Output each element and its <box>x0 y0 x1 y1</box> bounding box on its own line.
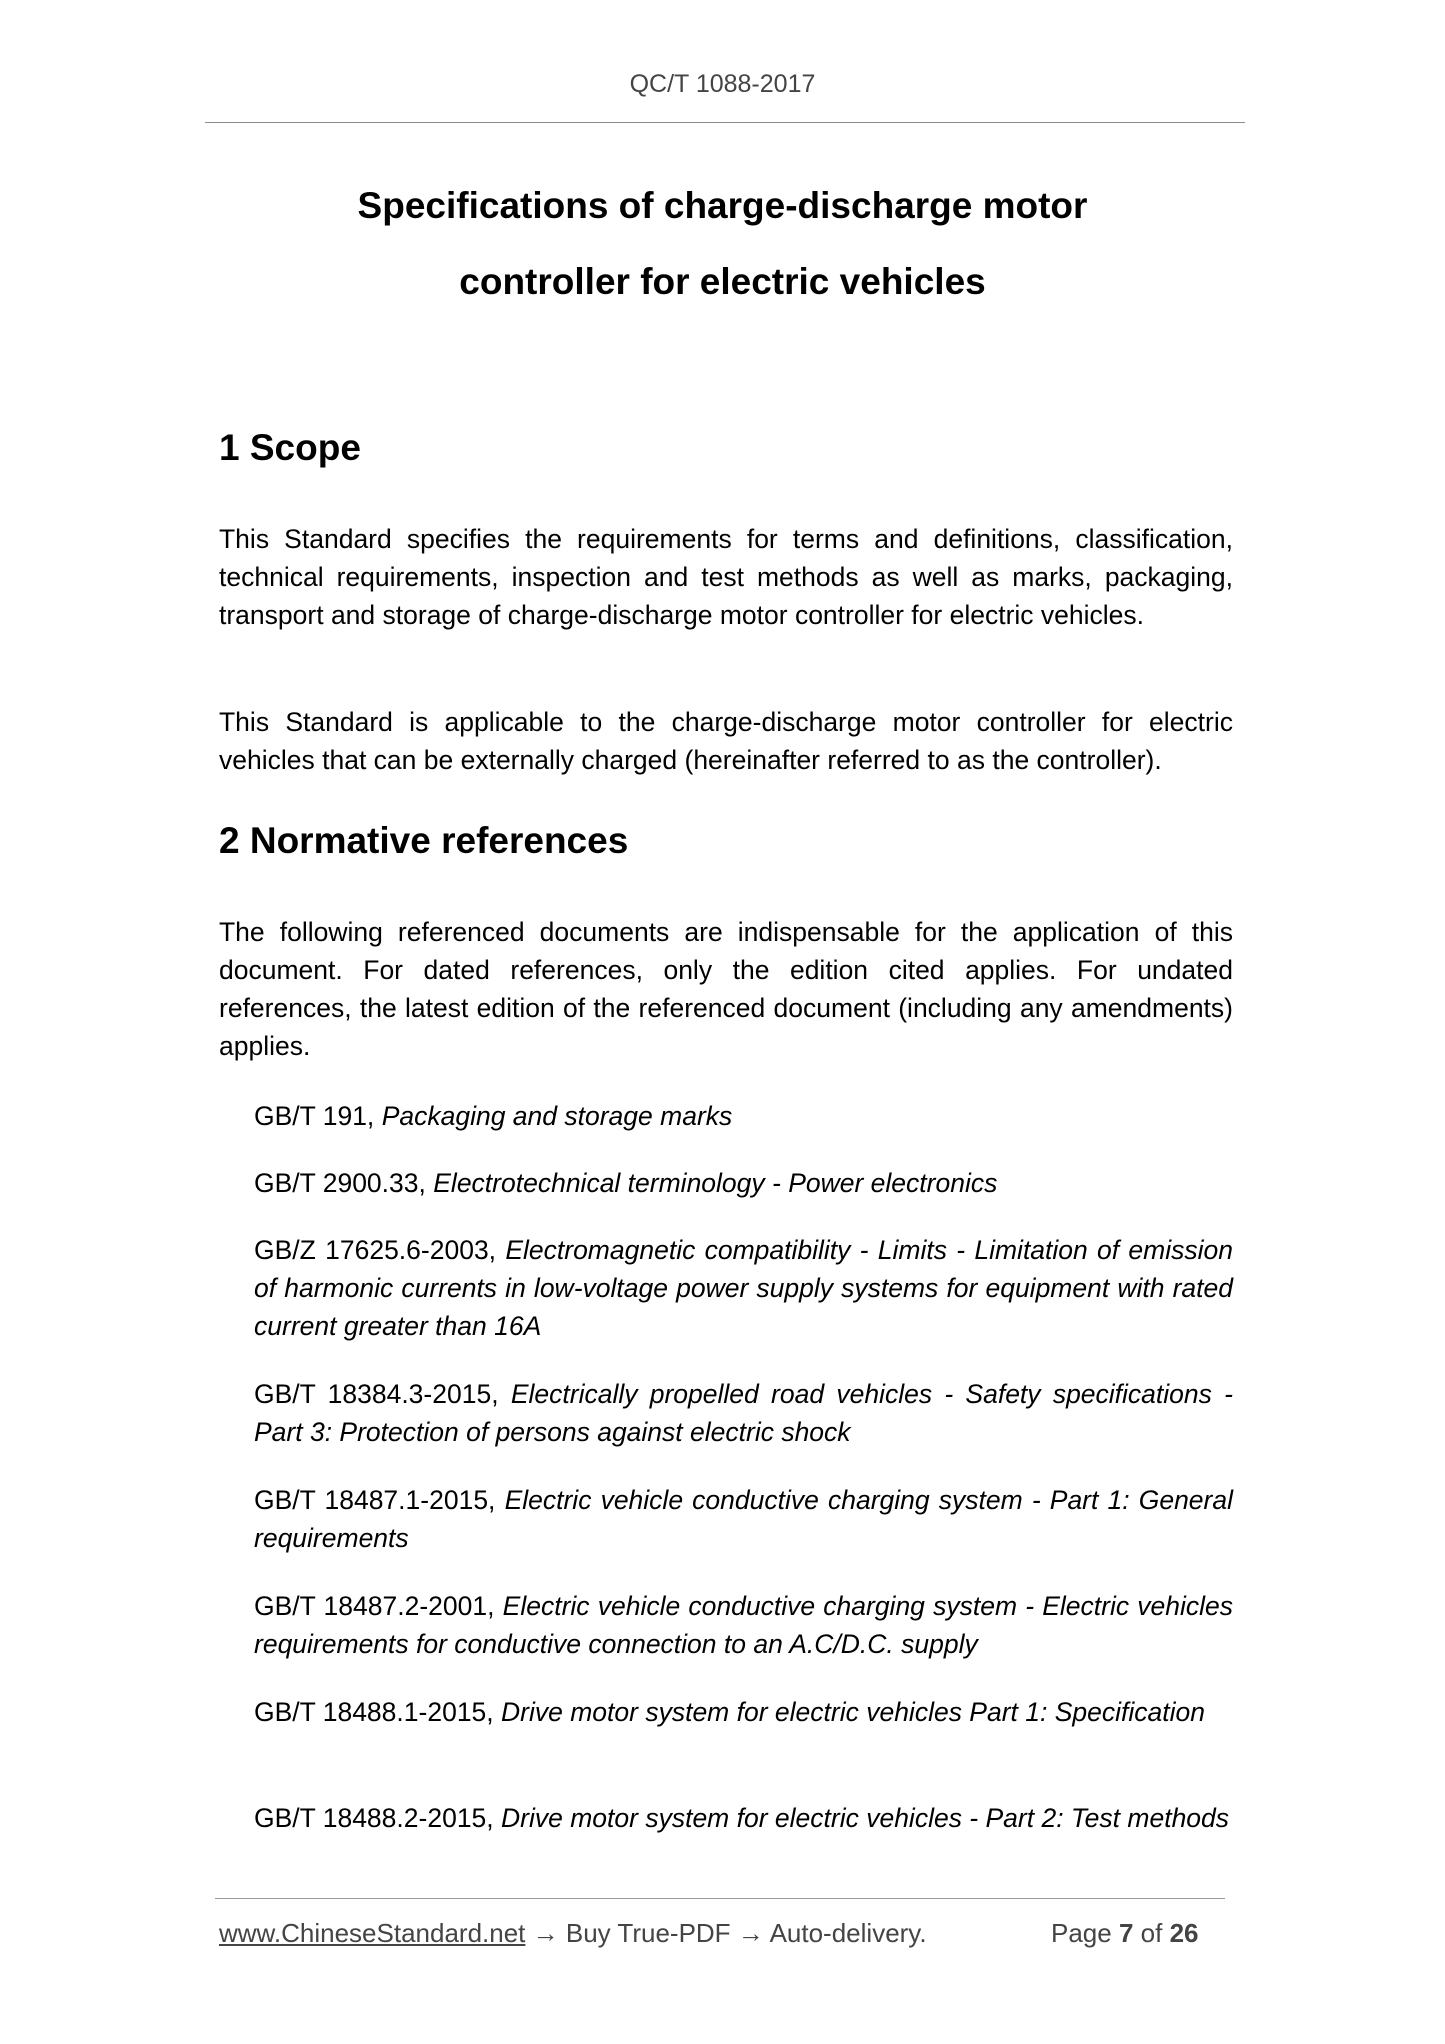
page-total: 26 <box>1169 1918 1199 1948</box>
reference-title: Drive motor system for electric vehicles - Part 2: Test methods <box>501 1803 1230 1833</box>
footer-divider <box>215 1898 1225 1899</box>
reference-code: GB/T 18384.3-2015, <box>254 1379 499 1409</box>
reference-item <box>254 1164 1233 1202</box>
reference-item <box>254 1587 1233 1663</box>
website-link[interactable]: www.ChineseStandard.net <box>219 1918 526 1948</box>
reference-title: Electrically propelled road vehicles - Safety specifications - Part 3: Protection of persons against electric shock <box>254 1379 1233 1447</box>
document-title-line-2: controller for electric vehicles <box>459 261 986 302</box>
reference-code: GB/Z 17625.6-2003, <box>254 1235 497 1265</box>
scope-paragraph-1: This Standard specifies the requirements for terms and definitions, classification, technical requirements, inspection and test methods as well as marks, packaging, transport and storage of charge-discharge motor controller for electric vehicles. <box>219 524 1233 630</box>
reference-item <box>254 1481 1233 1557</box>
reference-title: Electromagnetic compatibility - Limits - Limitation of emission of harmonic currents in low-voltage power supply systems for equipment with rated current greater than 16A <box>254 1235 1233 1341</box>
page-footer <box>219 1918 1219 1949</box>
reference-title: Electric vehicle conductive charging system - Part 1: General requirements <box>254 1485 1233 1553</box>
reference-code: GB/T 191, <box>254 1101 375 1131</box>
reference-item <box>254 1693 1233 1731</box>
footer-tagline: → Buy True-PDF → Auto-delivery. <box>525 1918 927 1948</box>
header-divider <box>205 122 1245 123</box>
reference-item <box>254 1231 1233 1345</box>
page-of-label: of <box>1140 1918 1163 1948</box>
reference-code: GB/T 18487.2-2001, <box>254 1591 495 1621</box>
reference-code: GB/T 18487.1-2015, <box>254 1485 496 1515</box>
scope-paragraph-2: This Standard is applicable to the charge-discharge motor controller for electric vehicles that can be externally charged (hereinafter referred to as the controller). <box>219 707 1233 775</box>
document-code-header: QC/T 1088-2017 <box>629 70 816 98</box>
reference-title: Electric vehicle conductive charging system - Electric vehicles requirements for conductive connection to an A.C/D.C. supply <box>254 1591 1234 1659</box>
page-number <box>1051 1918 1199 1949</box>
page-label: Page <box>1051 1918 1112 1948</box>
reference-item <box>254 1097 1233 1135</box>
section-heading-normative-references: 2 Normative references <box>219 820 629 861</box>
reference-item <box>254 1375 1233 1451</box>
document-title <box>0 168 1445 320</box>
section-heading-scope: 1 Scope <box>219 427 361 468</box>
reference-title: Electrotechnical terminology - Power electronics <box>433 1168 998 1198</box>
reference-code: GB/T 18488.2-2015, <box>254 1803 494 1833</box>
reference-code: GB/T 18488.1-2015, <box>254 1697 494 1727</box>
reference-code: GB/T 2900.33, <box>254 1168 426 1198</box>
reference-title: Packaging and storage marks <box>381 1101 733 1131</box>
document-title-line-1: Specifications of charge-discharge motor <box>357 185 1088 226</box>
reference-item <box>254 1799 1233 1837</box>
reference-title: Drive motor system for electric vehicles Part 1: Specification <box>501 1697 1205 1727</box>
normative-intro-paragraph: The following referenced documents are indispensable for the application of this document. For dated references, only the edition cited applies. For undated references, the latest edition of the referenced document (including any amendments) applies. <box>219 917 1233 1061</box>
page-current: 7 <box>1118 1918 1134 1948</box>
